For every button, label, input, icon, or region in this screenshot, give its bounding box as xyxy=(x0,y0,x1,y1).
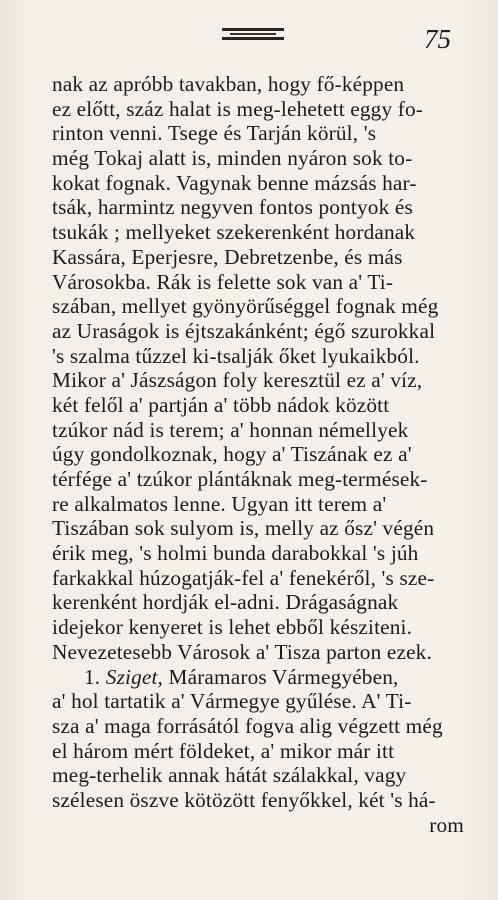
entry-place-name: Sziget, xyxy=(105,664,164,689)
entry-heading-line xyxy=(52,665,484,690)
text-line: el három mért földeket, a' mikor már itt xyxy=(52,738,395,763)
text-line: a' hol tartatik a' Vármegye gyűlése. A' Ti- xyxy=(52,689,412,714)
text-line: farkakkal húzogatják-fel a' fenekéről, 's sze- xyxy=(52,565,435,590)
text-line: úgy gondolkoznak, hogy a' Tiszának ez a' xyxy=(52,442,412,467)
text-line: érik meg, 's holmi bunda darabokkal 's júh xyxy=(52,541,419,566)
catchword: rom xyxy=(429,812,464,837)
text-line: Tiszában sok sulyom is, melly az ősz' végén xyxy=(52,516,435,541)
page-number: 75 xyxy=(424,24,451,54)
body-text xyxy=(52,72,484,837)
text-line: térfége a' tzúkor plántáknak meg-termések- xyxy=(52,467,428,491)
text-line: Nevezetesebb Városok a' Tisza parton ezek. xyxy=(52,639,432,664)
text-line: két felől a' partján a' több nádok között xyxy=(52,392,390,417)
entry-text: Máramaros Vármegyében, xyxy=(168,664,399,689)
text-line: az Uraságok is éjtszakánként; égő szurokkal xyxy=(52,318,436,343)
text-line: nak az apróbb tavakban, hogy fő-képpen xyxy=(52,72,405,96)
text-line: sza a' maga forrásától fogva alig végzett még xyxy=(52,713,443,738)
text-line: szában, mellyet gyönyörűséggel fognak még xyxy=(52,294,439,319)
text-line: tsák, harmintz negyven fontos pontyok és xyxy=(52,195,413,220)
text-line: Mikor a' Jászságon foly keresztül ez a' víz, xyxy=(52,368,423,393)
text-line: meg-terhelik annak hátát szálakkal, vagy xyxy=(52,763,407,788)
text-line: rinton venni. Tsege és Tarján körül, 's xyxy=(52,121,377,146)
text-line: 's szalma tűzzel ki-tsalják őket lyukaikból. xyxy=(52,343,420,368)
text-line: kokat fognak. Vagynak benne mázsás har- xyxy=(52,170,417,195)
text-line: szélesen öszve kötözött fenyőkkel, két 's há- xyxy=(52,787,436,812)
header-ornament xyxy=(222,28,284,40)
text-line: még Tokaj alatt is, minden nyáron sok to- xyxy=(52,146,413,171)
text-line: kerenként hordják el-adni. Drágaságnak xyxy=(52,590,399,615)
text-line: idejekor kenyeret is lehet ebből késziteni. xyxy=(52,615,413,640)
entry-number: 1. xyxy=(84,664,101,689)
text-line: Városokba. Rák is felette sok van a' Ti- xyxy=(52,269,394,294)
text-line: re alkalmatos lenne. Ugyan itt terem a' xyxy=(52,491,387,516)
text-line: tsukák ; mellyeket szekerenként hordanak xyxy=(52,220,416,245)
text-line: tzúkor nád is terem; a' honnan némellyek xyxy=(52,417,409,442)
text-line: ez előtt, száz halat is meg-lehetett eggy fo- xyxy=(52,96,424,121)
text-line: Kassára, Eperjesre, Debretzenbe, és más xyxy=(52,244,403,269)
